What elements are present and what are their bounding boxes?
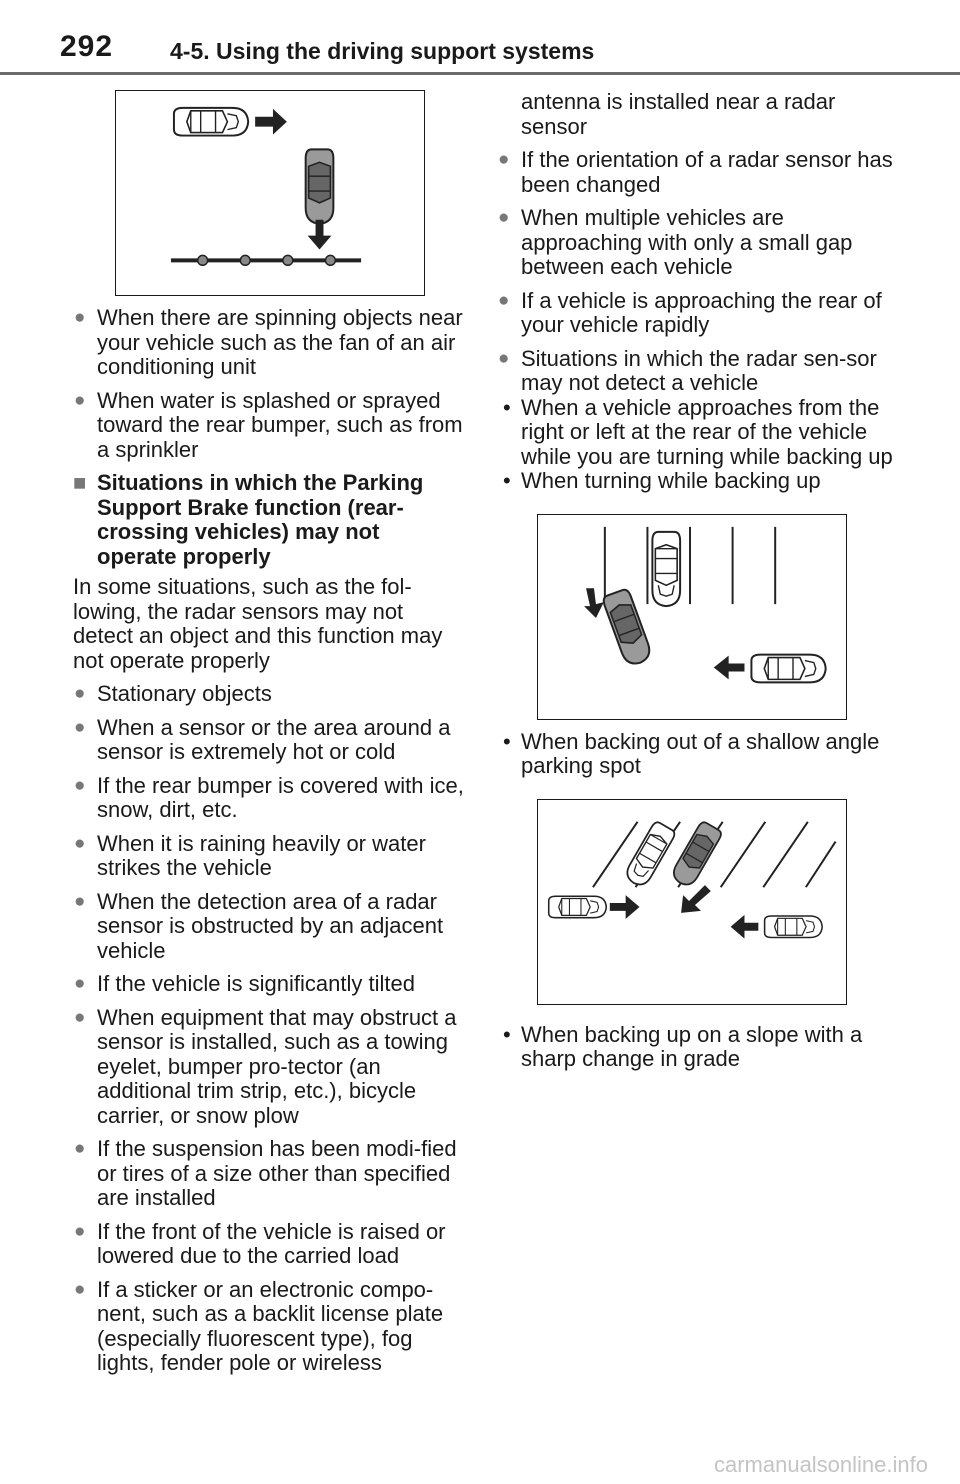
intro-paragraph: In some situations, such as the fol-lowing, the radar sensors may not detect an object and this function may not operate properly: [73, 574, 443, 673]
illustration-turning-backing: [537, 514, 847, 720]
left-column: [73, 90, 465, 1385]
list-item: ● If the orientation of a radar sensor has been changed: [497, 148, 897, 197]
list-item: ● If the suspension has been modi-fied or tires of a size other than specified are installed: [73, 1137, 465, 1211]
list-item: ● When it is raining heavily or water strikes the vehicle: [73, 832, 465, 881]
right-column: [497, 90, 897, 1072]
page-header: [0, 0, 960, 80]
section-title: 4-5. Using the driving support systems: [170, 38, 595, 64]
list-item: ● When there are spinning objects near your vehicle such as the fan of an air conditioning unit: [73, 306, 465, 380]
page-number: 292: [60, 30, 114, 63]
continued-text: antenna is installed near a radar sensor: [521, 89, 836, 139]
list-item: ● When water is splashed or sprayed toward the rear bumper, such as from a sprinkler: [73, 389, 465, 463]
list-item: ● When multiple vehicles are approaching with only a small gap between each vehicle: [497, 206, 897, 280]
watermark: carmanualsonline.info: [713, 1452, 928, 1477]
header-divider: [0, 72, 960, 75]
subsection-heading: ■ Situations in which the Parking Support Brake function (rear-crossing vehicles) may not operate properly: [73, 471, 465, 569]
illustration-shallow-angle-parking: [537, 799, 847, 1005]
list-item: ● If a vehicle is approaching the rear of your vehicle rapidly: [497, 289, 897, 338]
illustration-rear-approach: [115, 90, 425, 296]
list-item: ● If the front of the vehicle is raised or lowered due to the carried load: [73, 1220, 465, 1269]
list-item: ● If the vehicle is significantly tilted: [73, 972, 465, 997]
list-item: ● Stationary objects: [73, 682, 465, 707]
sub-list-item: • When a vehicle approaches from the right or left at the rear of the vehicle while you are turning while backing up: [497, 396, 897, 470]
list-item: ● When a sensor or the area around a sensor is extremely hot or cold: [73, 716, 465, 765]
list-item: ● If the rear bumper is covered with ice, snow, dirt, etc.: [73, 774, 465, 823]
sub-list-item: • When backing out of a shallow angle parking spot: [497, 730, 897, 779]
sub-list-item: • When turning while backing up: [497, 469, 897, 494]
list-item: ● When the detection area of a radar sensor is obstructed by an adjacent vehicle: [73, 890, 465, 964]
list-item: ● Situations in which the radar sen-sor may not detect a vehicle: [497, 347, 897, 396]
list-item: ● If a sticker or an electronic compo-nent, such as a backlit license plate (especially fluorescent type), fog lights, fender pole or wireless: [73, 1278, 465, 1376]
list-item: ● When equipment that may obstruct a sensor is installed, such as a towing eyelet, bumper pro-tector (an additional trim strip, etc.), bicycle carrier, or snow plow: [73, 1006, 465, 1129]
sub-list-item: • When backing up on a slope with a sharp change in grade: [497, 1023, 897, 1072]
